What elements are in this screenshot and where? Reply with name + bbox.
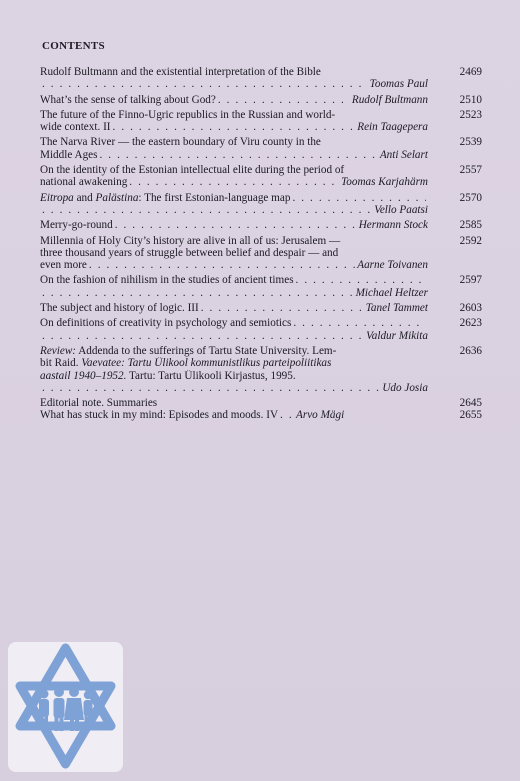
entry-title: : The first Estonian-language map	[138, 191, 291, 204]
entry-author: Hermann Stock	[358, 219, 428, 232]
leader-dots	[42, 78, 368, 90]
toc-entry	[40, 409, 482, 422]
toc-entry	[40, 136, 482, 161]
leader-dots	[113, 121, 356, 133]
entry-title: The Narva River — the eastern boundary of Viru county in the	[40, 136, 321, 149]
entry-page: 2645	[459, 397, 482, 410]
entry-title: Addenda to the sufferings of Tartu State University. Lem-	[76, 344, 337, 357]
book-title: Vaevatee: Tartu Ülikool kommunistlikus parteipoliitikas	[81, 357, 332, 370]
toc-entry	[40, 219, 482, 232]
entry-title-italic: Eitropa	[40, 191, 74, 204]
entry-page: 2570	[459, 191, 482, 204]
entry-title: The future of the Finno-Ugric republics in the Russian and world-	[40, 108, 336, 121]
publication-info: Tartu: Tartu Ülikooli Kirjastus, 1995.	[126, 369, 296, 382]
entry-title-cont: Middle Ages	[40, 148, 98, 161]
entry-title: On the identity of the Estonian intellectual elite during the period of	[40, 164, 345, 177]
contents-heading: CONTENTS	[42, 40, 105, 52]
leader-dots	[89, 259, 355, 271]
leader-dots	[296, 274, 426, 286]
entry-author: Rudolf Bultmann	[351, 93, 428, 106]
entry-page: 2585	[459, 219, 482, 232]
leader-dots	[129, 176, 339, 188]
entry-page: 2597	[459, 274, 482, 287]
leader-dots	[42, 204, 372, 216]
entry-page: 2636	[459, 344, 482, 357]
leader-dots	[280, 409, 294, 421]
entry-author: Tanel Tammet	[365, 302, 428, 315]
entry-author: Valdur Mikita	[366, 329, 428, 342]
entry-page: 2523	[459, 108, 482, 121]
toc-entry	[40, 302, 482, 315]
toc-entry	[40, 274, 482, 299]
leader-dots	[201, 302, 364, 314]
entry-page: 2539	[459, 136, 482, 149]
entry-title-mid: and	[73, 191, 96, 204]
entry-author: Toomas Paul	[369, 78, 428, 91]
leader-dots	[115, 219, 357, 231]
entry-title: Editorial note. Summaries	[40, 397, 158, 410]
entry-title: The subject and history of logic. III	[40, 302, 199, 315]
leader-dots	[292, 192, 426, 204]
toc-entry	[40, 93, 482, 106]
toc-entry	[40, 191, 482, 217]
entry-title: On the fashion of nihilism in the studies of ancient times	[40, 274, 294, 287]
entry-title-cont: wide context. II	[40, 121, 111, 134]
entry-page: 2510	[459, 93, 482, 106]
toc-entry	[40, 397, 482, 410]
entry-author: Michael Heltzer	[355, 286, 428, 299]
entry-title: Merry-go-round	[40, 219, 113, 232]
entry-page: 2592	[459, 234, 482, 247]
entry-title: Rudolf Bultmann and the existential interpretation of the Bible	[40, 66, 321, 78]
entry-title-cont: even more	[40, 259, 87, 272]
toc-entry	[40, 164, 482, 189]
entry-author: Udo Josia	[382, 381, 428, 394]
entry-page: 2623	[459, 317, 482, 330]
entry-title-cont: bit Raid.	[40, 357, 82, 370]
leader-dots	[42, 382, 380, 394]
review-label: Review:	[40, 344, 77, 357]
entry-page: 2469	[459, 66, 482, 78]
entry-author: Aarne Toivanen	[357, 259, 428, 272]
entry-page: 2557	[459, 164, 482, 177]
toc-entry	[40, 317, 482, 342]
entry-title-cont: three thousand years of struggle between belief and despair — and	[40, 246, 339, 259]
entry-title-italic: Palästina	[95, 191, 139, 204]
leader-dots	[42, 287, 354, 299]
entry-author: Vello Paatsi	[374, 203, 428, 216]
entry-title: On definitions of creativity in psychology and semiotics	[40, 317, 292, 330]
star-of-david-family-logo	[8, 642, 123, 772]
toc-entry-review	[40, 344, 482, 394]
leader-dots	[293, 317, 426, 329]
toc-entry	[40, 66, 482, 91]
entry-title-cont: national awakening	[40, 176, 128, 189]
leader-dots	[100, 149, 378, 161]
entry-author: Rein Taagepera	[357, 121, 428, 134]
entry-page: 2603	[459, 302, 482, 315]
entry-author: Anti Selart	[379, 148, 428, 161]
toc-entry	[40, 234, 482, 272]
entry-author: Arvo Mägi	[296, 409, 345, 422]
entry-title: Millennia of Holy City’s history are alive in all of us: Jerusalem —	[40, 234, 341, 247]
leader-dots	[42, 330, 364, 342]
entry-page: 2655	[459, 409, 482, 422]
toc-entry	[40, 108, 482, 134]
book-title: aastail 1940–1952.	[40, 369, 127, 382]
entry-title: What’s the sense of talking about God?	[40, 93, 216, 106]
leader-dots	[218, 94, 350, 106]
entry-author: Toomas Karjahärm	[341, 176, 428, 189]
entry-title: What has stuck in my mind: Episodes and moods. IV	[40, 409, 279, 422]
table-of-contents	[40, 66, 482, 422]
